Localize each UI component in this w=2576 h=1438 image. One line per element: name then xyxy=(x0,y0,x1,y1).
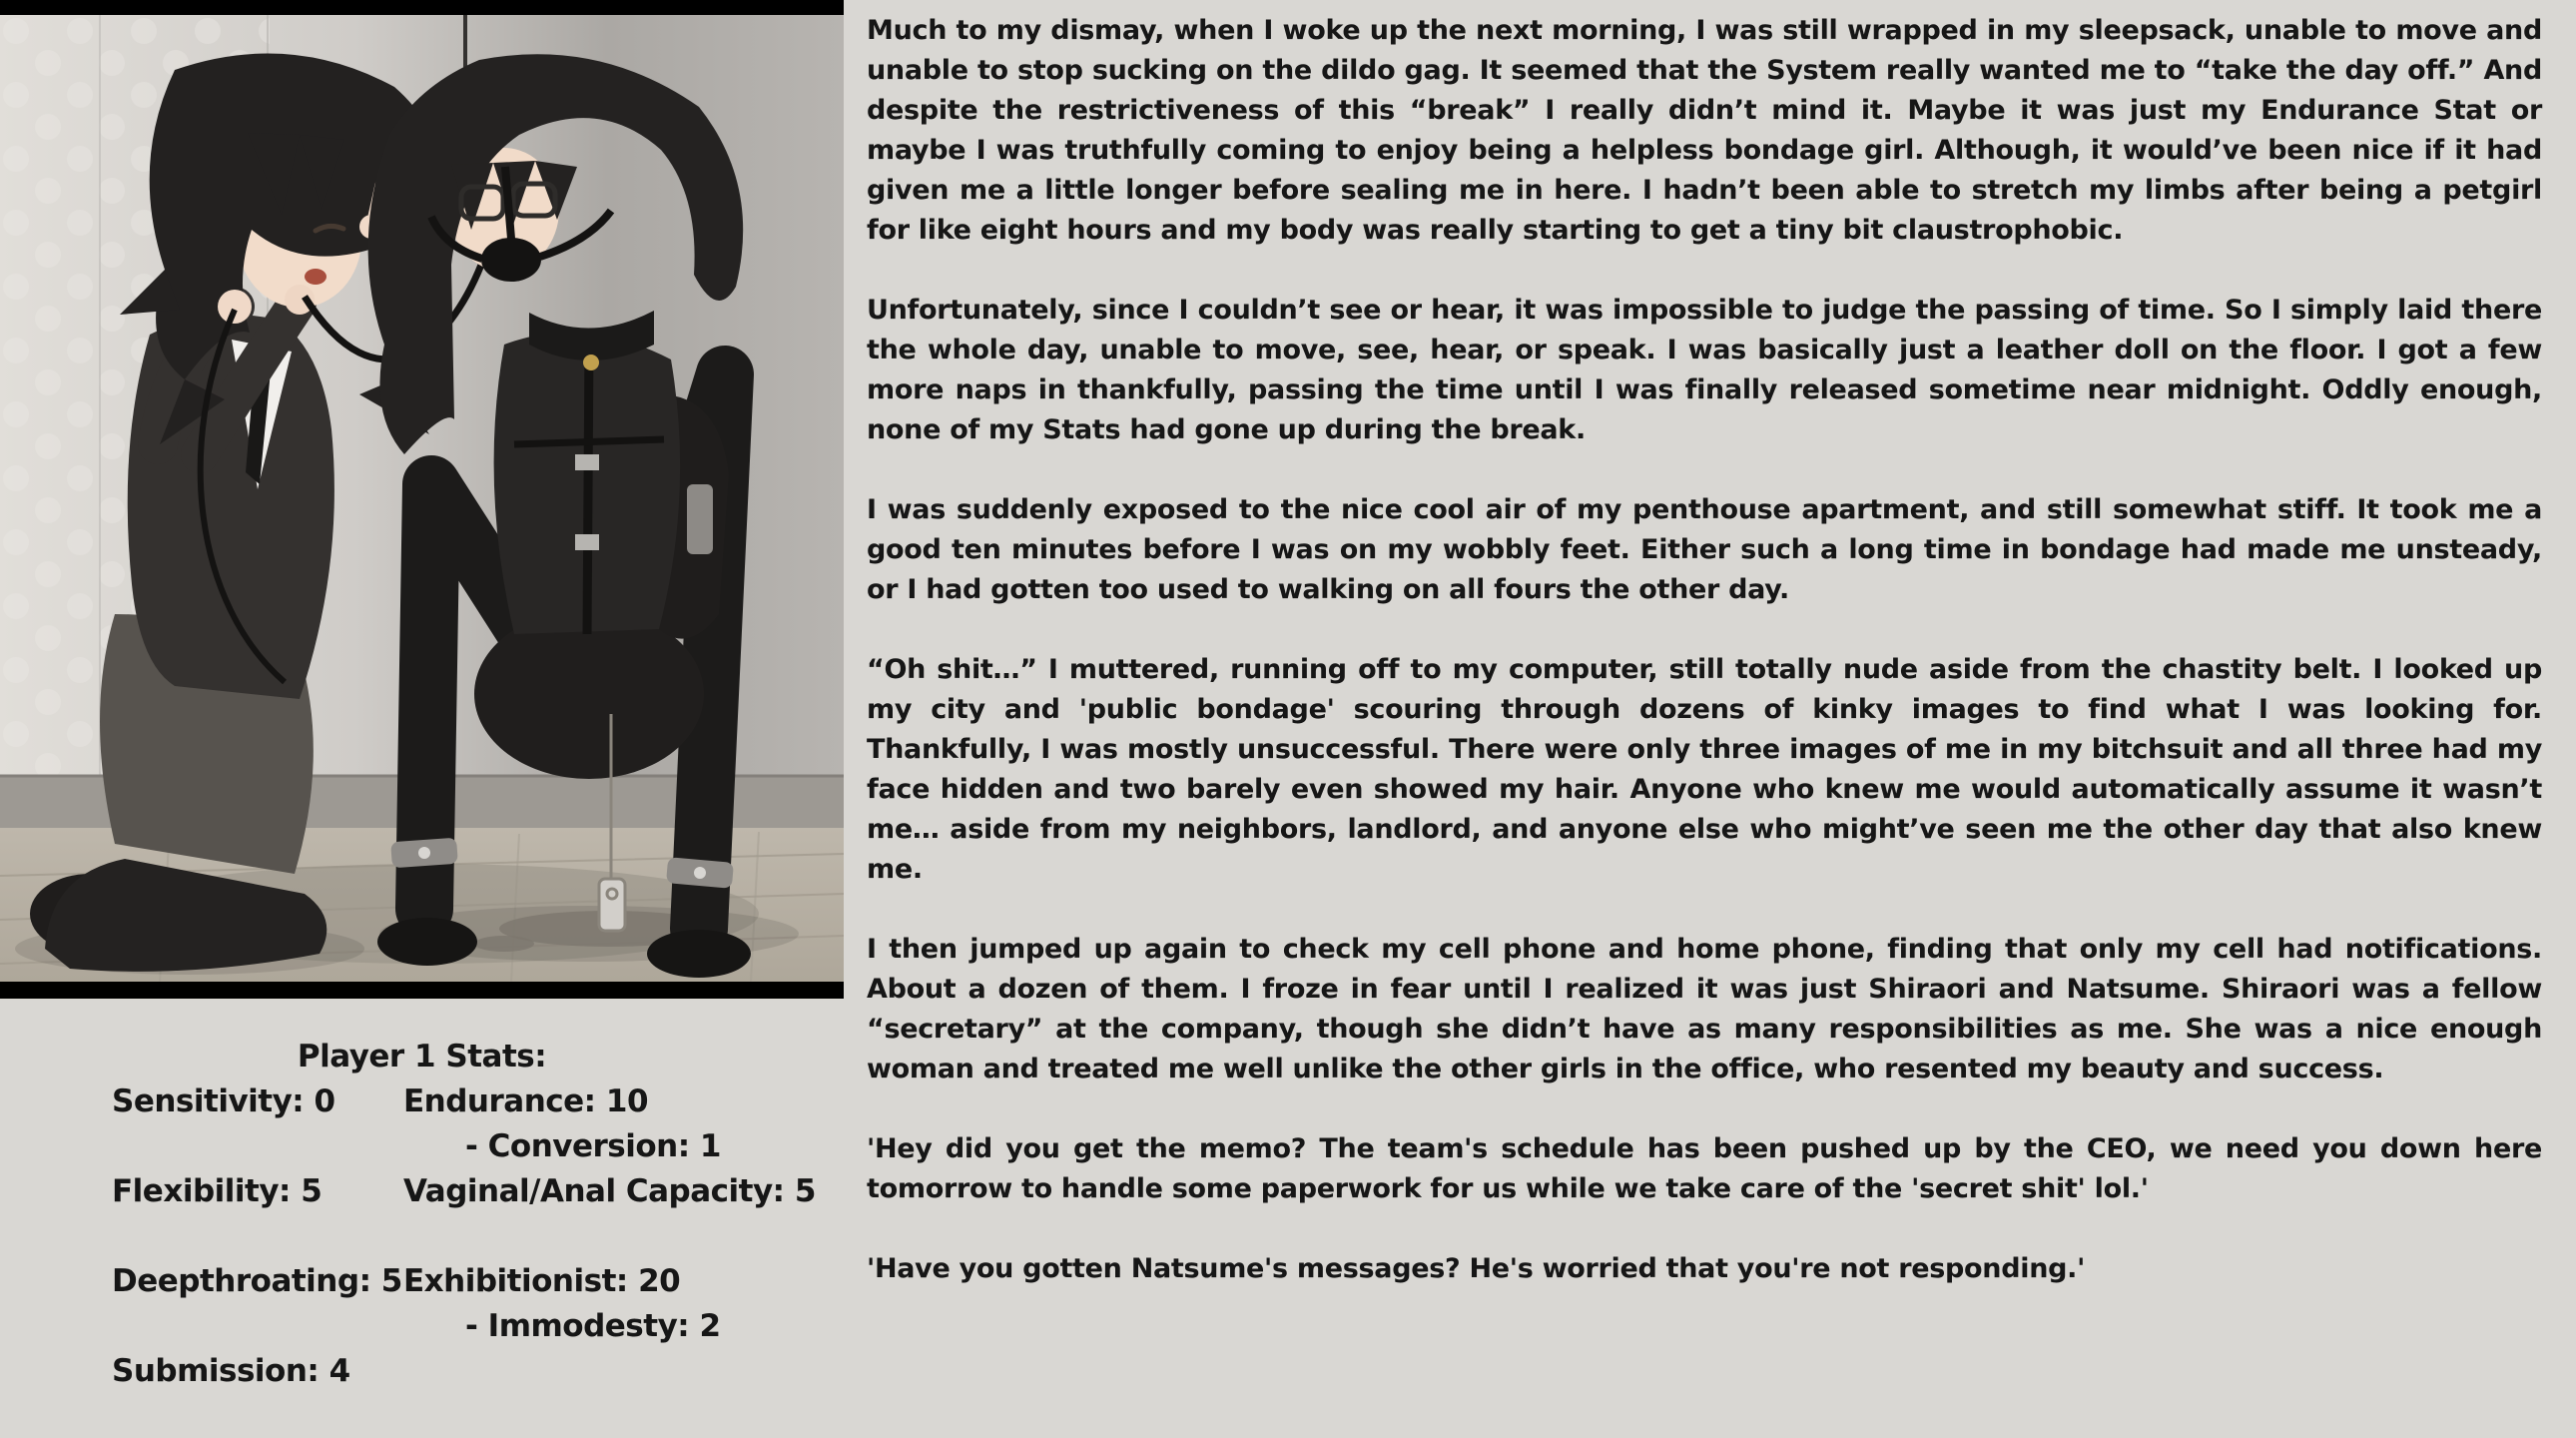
stat-exhibitionist: Exhibitionist: 20 xyxy=(403,1263,681,1299)
illustration-scene xyxy=(0,15,844,982)
stats-row xyxy=(0,1304,844,1349)
illustration-top-border xyxy=(0,0,844,15)
stats-title: Player 1 Stats: xyxy=(297,1039,547,1075)
stat-submission: Submission: 4 xyxy=(112,1353,350,1389)
stats-row xyxy=(0,1079,844,1124)
stats-row xyxy=(0,1349,844,1394)
story-paragraph-2: Unfortunately, since I couldn’t see or hear, it was impossible to judge the passing of time. So I simply laid there the whole day, unable to move, see, hear, or speak. I was basically just a leather doll on the floor. I got a few more naps in thankfully, passing the time until I was finally released sometime near midnight. Oddly enough, none of my Stats had gone up during the break. xyxy=(867,295,2542,445)
illustration-bottom-border xyxy=(0,982,844,999)
stat-endurance: Endurance: 10 xyxy=(403,1083,649,1119)
story-paragraph-5: I then jumped up again to check my cell phone and home phone, finding that only my cell had notifications. About a dozen of them. I froze in fear until I realized it was just Shiraori and Natsume. Shiraori was a fellow “secretary” at the company, though she didn’t have as many responsibilities as me. She was a nice enough woman and treated me well unlike the other girls in the office, who resented my beauty and success. xyxy=(867,934,2542,1084)
stat-immodesty: - Immodesty: 2 xyxy=(465,1308,721,1344)
stat-vaginal-anal-capacity: Vaginal/Anal Capacity: 5 xyxy=(403,1173,816,1209)
illustration-panel xyxy=(0,0,844,999)
stats-row xyxy=(0,1259,844,1304)
story-paragraph-3: I was suddenly exposed to the nice cool air of my penthouse apartment, and still somewhat stiff. It took me a good ten minutes before I was on my wobbly feet. Either such a long time in bondage had made me unsteady, or I had gotten too used to walking on all fours the other day. xyxy=(867,494,2542,605)
stat-flexibility: Flexibility: 5 xyxy=(112,1173,322,1209)
stat-sensitivity: Sensitivity: 0 xyxy=(112,1083,335,1119)
stat-blank xyxy=(403,1349,844,1394)
stat-conversion: - Conversion: 1 xyxy=(465,1128,721,1164)
stats-row-spacer xyxy=(0,1214,844,1259)
stats-row xyxy=(0,1169,844,1214)
story-paragraph-7: 'Have you gotten Natsume's messages? He's worried that you're not responding.' xyxy=(867,1253,2086,1284)
story-text-column xyxy=(844,0,2576,1438)
story-paragraph-6: 'Hey did you get the memo? The team's schedule has been pushed up by the CEO, we need you down here tomorrow to handle some paperwork for us while we take care of the 'secret shit' lol.' xyxy=(867,1133,2542,1204)
story-paragraph-1: Much to my dismay, when I woke up the next morning, I was still wrapped in my sleepsack, unable to move and unable to stop sucking on the dildo gag. It seemed that the System really wanted me to “take the day off.” And despite the restrictiveness of this “break” I really didn’t mind it. Maybe it was just my Endurance Stat or maybe I was truthfully coming to enjoy being a helpless bondage girl. Although, it would’ve been nice if it had given me a little longer before sealing me in here. I hadn’t been able to stretch my limbs after being a petgirl for like eight hours and my body was really starting to get a tiny bit claustrophobic. xyxy=(867,15,2542,246)
stat-blank xyxy=(112,1304,403,1349)
stats-row xyxy=(0,1124,844,1169)
stat-blank xyxy=(112,1124,403,1169)
stat-deepthroating: Deepthroating: 5 xyxy=(112,1263,402,1299)
player-stats-block xyxy=(0,999,844,1438)
story-paragraph-4: “Oh shit…” I muttered, running off to my computer, still totally nude aside from the chastity belt. I looked up my city and 'public bondage' scouring through dozens of kinky images to find what I was looking for. Thankfully, I was mostly unsuccessful. There were only three images of me in my bitchsuit and all three had my face hidden and two barely even showed my hair. Anyone who knew me would automatically assume it wasn’t me… aside from my neighbors, landlord, and anyone else who might’ve seen me the other day that also knew me. xyxy=(867,654,2542,885)
